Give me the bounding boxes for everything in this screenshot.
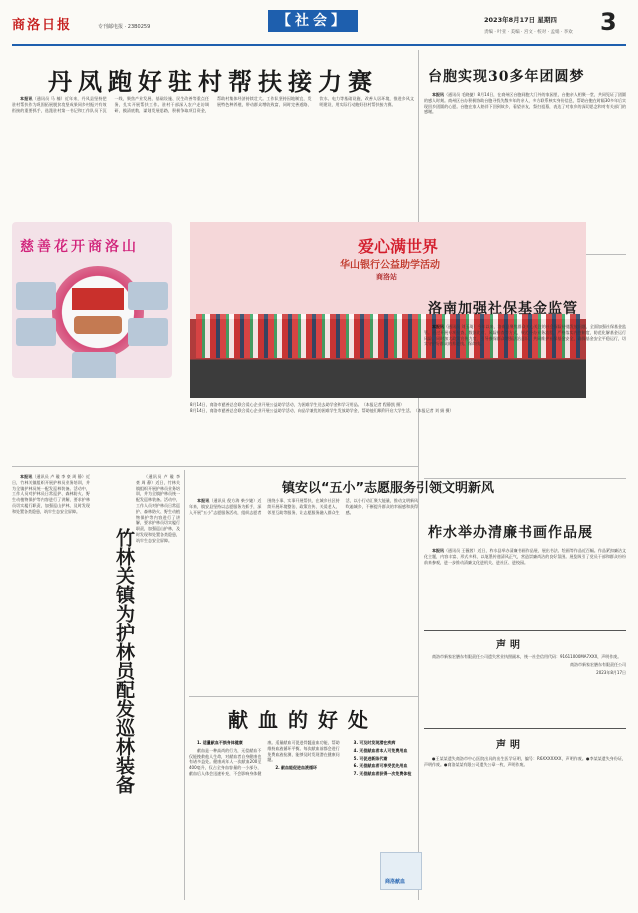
- headline-danfeng: 丹凤跑好驻村帮扶接力赛: [48, 67, 378, 96]
- collage-thumb: [16, 282, 56, 310]
- headline-zhuxi: 竹林关镇为护林员配发巡林装备: [113, 528, 135, 794]
- event-banner-title: 爱心满世界: [358, 237, 439, 256]
- newspaper-logo: 商洛日报: [12, 18, 73, 33]
- subheading: 5. 可促进新陈代谢: [353, 755, 388, 761]
- headline-zhashui: 柞水举办清廉书画作品展: [428, 525, 593, 541]
- article-body-zhashui: 本报讯（通讯员 王薇茜）近日，柞水县举办清廉书画作品展，展出书法、绘画等作品近百幅。作品紧扣廉洁文化主题，内容丰富、形式多样，以笔墨传递清风正气，营造崇廉尚洁的良好氛围。展览吸引了党员干部和群众纷纷前来参观，进一步推动清廉文化进机关、进社区、进校园。: [424, 548, 626, 565]
- subheading: 7. 无偿献血者获得一次免费体检: [353, 771, 412, 777]
- notice-title: 声明: [496, 640, 524, 651]
- collage-thumb: [72, 352, 116, 378]
- headline-taiwan: 台胞实现30多年团圆梦: [428, 69, 585, 85]
- headline-zhenan: 镇安以“五小”志愿服务引领文明新风: [281, 481, 495, 496]
- subheading: 3. 可及时发现潜在疾病: [353, 740, 396, 745]
- masthead: [12, 8, 626, 42]
- notice-body: ●王某某遗失商洛市中心医院出具的出生医学证明，编号：R6XXXXXXX，声明作废。●李某某遗失身份证，声明作废。●商洛某某有限公司遗失公章一枚，声明作废。: [424, 756, 626, 767]
- collage-title: 慈善花开商洛山: [20, 239, 139, 255]
- headline-luonan: 洛南加强社保基金监管: [428, 301, 578, 317]
- article-body-danfeng: 本报讯（通讯员 马 楠）近年来，丹凤县坚持把驻村帮扶作为巩固拓展脱贫攻坚成果同乡村振兴有效衔接的重要抓手，选派驻村第一书记和工作队员下沉一线，聚焦产业发展、基础设施、民生改善等重点任务，扎实开展帮扶工作。驻村干部深入农户走访调研，摸清底数，谋划发展思路，积极争取项目资金，帮助村集体经济持续壮大。工作队坚持因地制宜，发展特色种养殖，带动群众增收致富，同时完善道路、饮水、电力等基础设施，改善人居环境，推进乡风文明建设，用实际行动跑好驻村帮扶接力赛。: [12, 96, 414, 113]
- collage-thumb: [128, 282, 168, 310]
- notice-rule: [424, 728, 626, 729]
- blood-donation-ad: 商洛献血: [380, 852, 422, 890]
- column-divider: [184, 470, 185, 900]
- article-body-zhuxi: 本报讯（通讯员 卢 璇 李 豪 周 静）近日，竹林关镇组织开展护林员业务培训，并为全镇护林员统一配发巡林装备。活动中，工作人员对护林员日常巡护、森林防火、野生动植物保护等内容进行了讲解，要求护林员切实履行职责，加强巡山护林，及时发现和处置各类隐患，筑牢生态安全屏障。: [12, 474, 90, 514]
- section-divider: [12, 466, 418, 467]
- article-body-zhuxi-cont: （通讯员 卢 璇 李 豪 周 静）近日，竹林关镇组织开展护林员业务培训，并为全镇护林员统一配发巡林装备。活动中，工作人员对护林员日常巡护、森林防火、野生动植物保护等内容进行了讲解，要求护林员切实履行职责，加强巡山护林，及时发现和处置各类隐患，筑牢生态安全屏障。: [136, 474, 180, 543]
- issue-date: 2023年8月17日 星期四: [484, 16, 557, 24]
- section-divider: [189, 696, 418, 697]
- subheading: 1. 适量献血不损身体健康: [197, 740, 243, 745]
- collage-thumb: [128, 318, 168, 346]
- article-body-zhenan: 本报讯（通讯员 倪方海 柴少婕）近年来，镇安县坚持以志愿服务为抓手，深入开展“五小”志愿服务活动，组织志愿者围绕小事、实事开展帮扶，在城乡社区持续开展环境整治、政策宣传、关爱老人、邻里互助等服务，让志愿服务融入群众生活，以小行动汇聚大能量，推动文明新风吹遍城乡，不断提升群众的幸福感和获得感。: [189, 498, 418, 515]
- notice-body: 商洛市新家宏膳东有限责任公司遗失营业执照副本，统一社会信用代码：91611000MA7XXX，声明作废。 商洛市新家宏膳东有限责任公司 2023年8月17日: [432, 654, 626, 675]
- article-body-taiwan: 本报讯（通讯员 毛晓捷）8月14日，在商州区台胞同胞大门外的家园里，台胞亲人相聚一堂，共同见证了团圆的感人时刻。商州区台办积极协助台胞寻找失散多年的亲人，多方联系核实身份信息，帮助台胞在时隔30多年后实现回乡团圆的心愿。台胞在家人陪伴下回到故乡，看望亲友，祭扫祖墓，表达了对家乡的深切思念和对有关部门的感谢。: [424, 92, 626, 115]
- photo-caption: 8月14日，商洛市慈善总会联合爱心企业开展公益助学活动，为困难学生送去助学金和学习用品。（本报记者 程静凯 摄） 8月14日，商洛市慈善总会联合爱心企业开展公益助学活动，向品学兼优的困难学生发放助学金，帮助他们顺利开启大学生活。（本报记者 刘 娟 摄）: [190, 402, 454, 413]
- subheading: 4. 无偿献血者本人可免费用血: [353, 747, 408, 753]
- charity-collage-photo: [12, 222, 172, 378]
- section-label: 【社会】: [268, 10, 358, 32]
- subheading: 6. 无偿献血者可享受优先用血: [353, 763, 408, 769]
- article-body-blood: 1. 适量献血不损身体健康 献血是一种高尚的行为，无偿献血不仅能挽救他人生命，对献血者自身健康也有诸多益处。健康成年人一次献血200至400毫升，仅占全身血容量的一小部分，献血后人体会迅速补充，不会影响身体健康。适量献血可促进骨髓造血功能，帮助维持血液循环平衡。每次献血前都会进行免费血液检测，能够及时发现潜在健康问题。 2. 献血能促进血液循环 3. 可及时发现潜在疾病 4. 无偿献血者本人可免费用血 5. 可促进新陈代谢 6. 无偿献血者可享受优先用血 7. 无偿献血者获得一次免费体检: [189, 740, 418, 850]
- event-banner-location: 商洛站: [376, 273, 397, 281]
- headline-blood: 献血的好处: [228, 708, 378, 732]
- collage-thumb: [16, 318, 56, 346]
- subheading: 2. 献血能促进血液循环: [275, 765, 318, 771]
- article-body-luonan: 本报讯（通讯员 刘玉琦）今年以来，洛南县聚焦群众关心关注的社会保险待遇发放问题，全面加强社保基金监管。通过开展专项检查、数据比对、风险排查等方式，规范经办业务流程，严格落实内控制度，防范化解基金运行风险。同时加大政策宣传力度，引导参保群众增强法治意识，共同维护社保基金安全，确保基金安全平稳运行，切实守护好群众的养老钱、保命钱。: [424, 324, 626, 347]
- event-banner-subtitle: 华山银行公益助学活动: [340, 260, 440, 271]
- newspaper-issn: 专刊邮电报 · 23B0259: [98, 24, 151, 30]
- masthead-rule: [12, 44, 626, 46]
- notice-title: 声明: [496, 740, 524, 751]
- byline: 本报讯: [20, 96, 33, 101]
- notice-rule: [424, 630, 626, 631]
- editor-credits: 责编 · 叶亚 · 美编 · 宫文 · 校对 · 孟娟 · 李欢: [484, 30, 573, 35]
- page-number: 3: [600, 8, 617, 36]
